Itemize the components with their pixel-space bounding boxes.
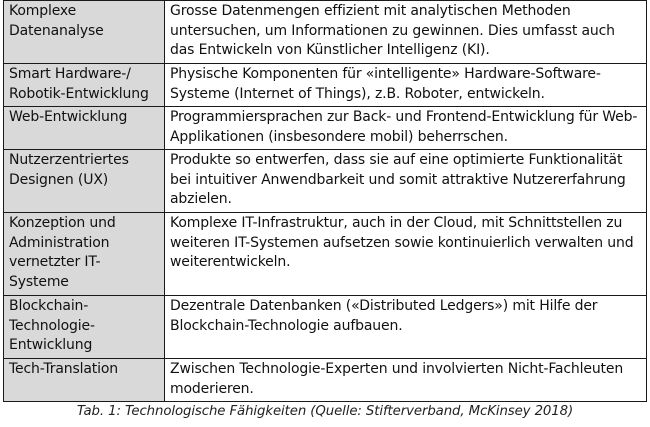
skill-label: Tech-Translation bbox=[4, 359, 165, 402]
table-row bbox=[4, 1, 647, 64]
skill-description: Komplexe IT-Infrastruktur, auch in der Cloud, mit Schnittstellen zu weiteren IT-Systemen aufsetzen sowie kontinuierlich verwalten und weiterentwickeln. bbox=[165, 213, 647, 296]
table-caption: Tab. 1: Technologische Fähigkeiten (Quelle: Stifterverband, McKinsey 2018) bbox=[76, 404, 574, 419]
table-row bbox=[4, 359, 647, 402]
skill-description: Produkte so entwerfen, dass sie auf eine optimierte Funktionalität bei intuitiver Anwendbarkeit und somit attraktive Nutzererfahrung abzielen. bbox=[165, 150, 647, 213]
skill-label: Web-Entwicklung bbox=[4, 107, 165, 150]
skill-label: Nutzerzentriertes Designen (UX) bbox=[4, 150, 165, 213]
skill-description: Zwischen Technologie-Experten und involvierten Nicht-Fachleuten moderieren. bbox=[165, 359, 647, 402]
table-row bbox=[4, 64, 647, 107]
skill-description: Physische Komponenten für «intelligente» Hardware-Software-Systeme (Internet of Things), z.B. Roboter, entwickeln. bbox=[165, 64, 647, 107]
table-row bbox=[4, 150, 647, 213]
skill-label: Blockchain-Technologie-Entwicklung bbox=[4, 296, 165, 359]
table-row bbox=[4, 213, 647, 296]
technological-skills-table bbox=[3, 0, 647, 402]
skill-label: Smart Hardware-/ Robotik-Entwicklung bbox=[4, 64, 165, 107]
skill-label: Konzeption und Administration vernetzter IT-Systeme bbox=[4, 213, 165, 296]
skill-label: Komplexe Datenanalyse bbox=[4, 1, 165, 64]
table-row bbox=[4, 296, 647, 359]
table-row bbox=[4, 107, 647, 150]
skill-description: Dezentrale Datenbanken («Distributed Ledgers») mit Hilfe der Blockchain-Technologie aufbauen. bbox=[165, 296, 647, 359]
skill-description: Programmiersprachen zur Back- und Frontend-Entwicklung für Web-Applikationen (insbesondere mobil) beherrschen. bbox=[165, 107, 647, 150]
skills-table-container bbox=[3, 0, 647, 402]
skill-description: Grosse Datenmengen effizient mit analytischen Methoden untersuchen, um Informationen zu gewinnen. Dies umfasst auch das Entwickeln von Künstlicher Intelligenz (KI). bbox=[165, 1, 647, 64]
